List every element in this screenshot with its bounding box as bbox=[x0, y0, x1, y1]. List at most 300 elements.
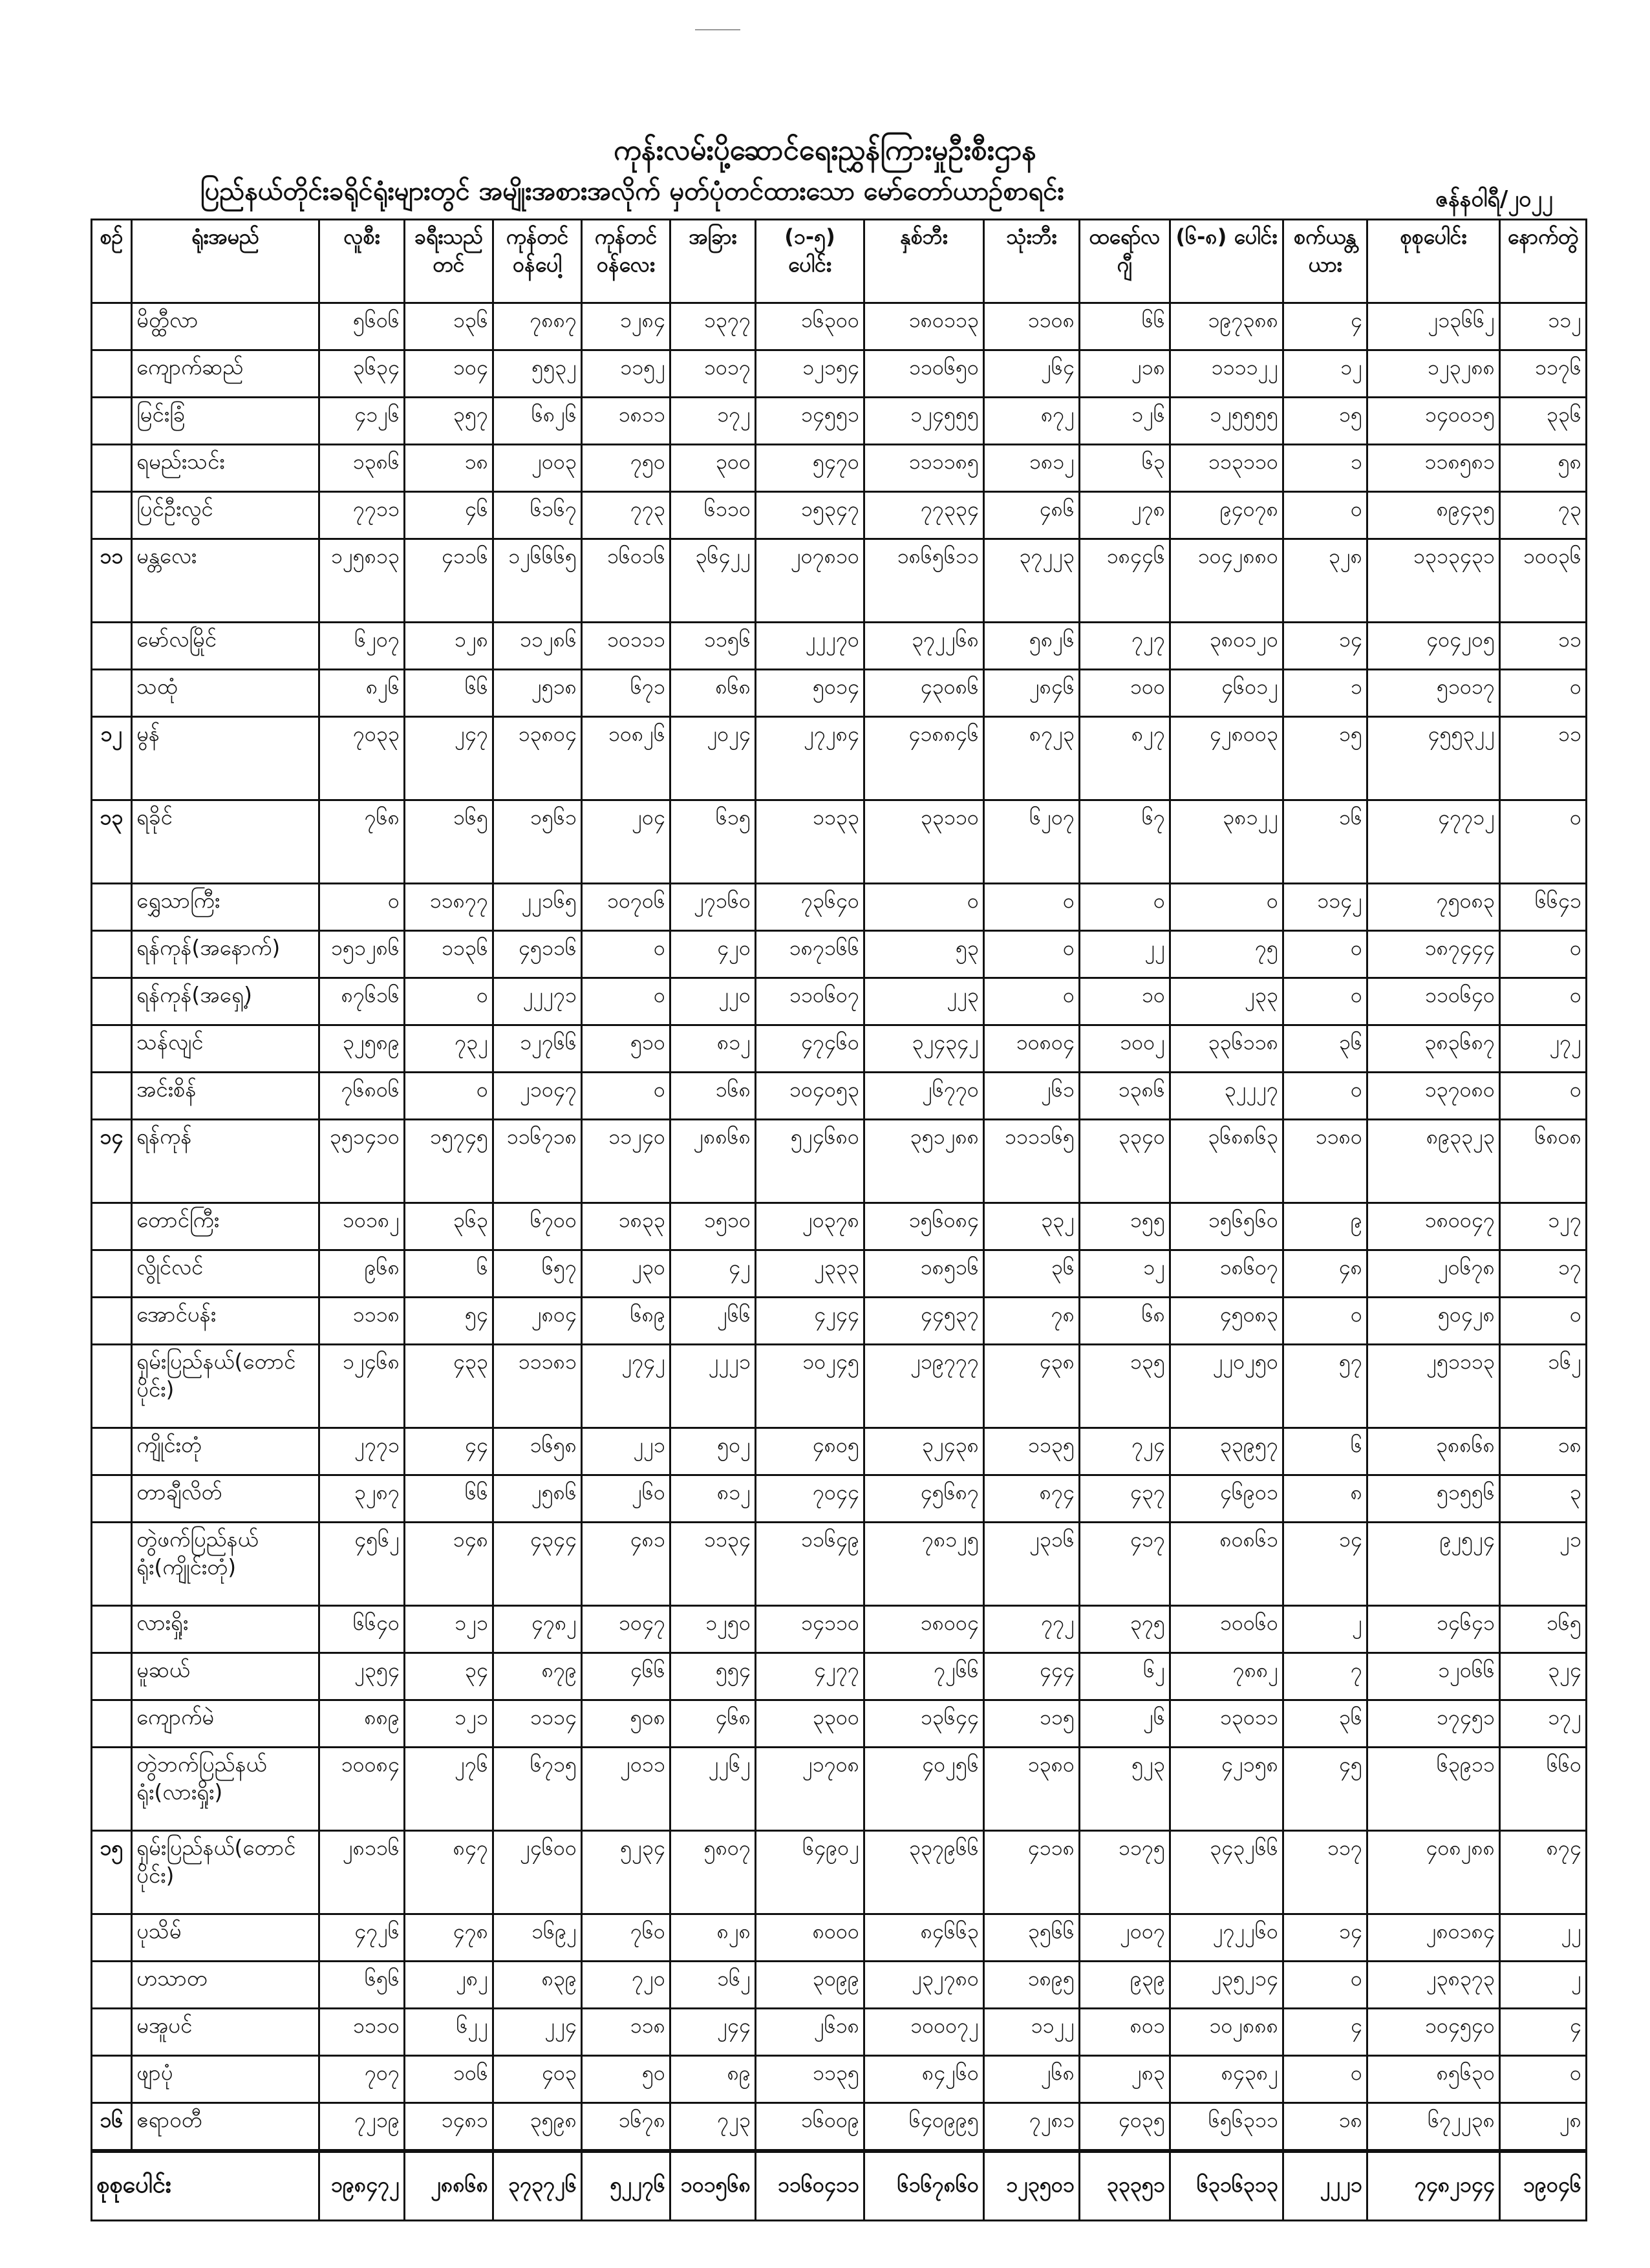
total-cell: ၁၉၈၄၇၂ bbox=[319, 2151, 405, 2221]
value-cell: ၂၅၈၆ bbox=[493, 1475, 582, 1523]
value-cell: ၁၁၆၇၁၈ bbox=[493, 1120, 582, 1203]
value-cell: ၄၂၇၇ bbox=[756, 1653, 864, 1700]
value-cell: ၈ bbox=[1283, 1475, 1367, 1523]
value-cell: ၅၀၈ bbox=[582, 1700, 670, 1748]
value-cell: ၈၂၆ bbox=[319, 670, 405, 717]
office-name-cell: မူဆယ် bbox=[132, 1653, 319, 1700]
table-row bbox=[92, 1120, 1587, 1203]
value-cell: ၂၃၀ bbox=[582, 1250, 670, 1298]
office-name-cell: ရမည်းသင်း bbox=[132, 445, 319, 492]
value-cell: ၄၈၀၅ bbox=[756, 1428, 864, 1475]
serial-cell bbox=[92, 350, 132, 398]
value-cell: ၂၈၄၆ bbox=[984, 670, 1080, 717]
value-cell: ၆၂ bbox=[1080, 1653, 1170, 1700]
value-cell: ၁၀၀၂ bbox=[1080, 1025, 1170, 1073]
value-cell: ၄၅၆၈၇ bbox=[864, 1475, 984, 1523]
office-name-cell: ကျောက်မဲ bbox=[132, 1700, 319, 1748]
value-cell: ၀ bbox=[1080, 884, 1170, 931]
value-cell: ၃၃၁၁၀ bbox=[864, 800, 984, 884]
value-cell: ၄ bbox=[1283, 2009, 1367, 2056]
value-cell: ၇၆၈၀၆ bbox=[319, 1073, 405, 1120]
value-cell: ၃၃၆၁၁၈ bbox=[1170, 1025, 1283, 1073]
value-cell: ၈၉၄၃၅ bbox=[1367, 492, 1500, 539]
office-name-cell: ရန်ကုန် bbox=[132, 1120, 319, 1203]
value-cell: ၃ bbox=[1500, 1475, 1587, 1523]
value-cell: ၈၄၃၈၂ bbox=[1170, 2056, 1283, 2103]
value-cell: ၈၇၄ bbox=[1500, 1831, 1587, 1914]
value-cell: ၆၆ bbox=[405, 670, 493, 717]
value-cell: ၂၆၁ bbox=[984, 1073, 1080, 1120]
value-cell: ၄၀၂၅၆ bbox=[864, 1748, 984, 1831]
value-cell: ၂၇၁၆၀ bbox=[670, 884, 756, 931]
value-cell: ၁၀၁၇ bbox=[670, 350, 756, 398]
value-cell: ၈၀၁ bbox=[1080, 2009, 1170, 2056]
value-cell: ၁၁၈၀ bbox=[1283, 1120, 1367, 1203]
office-name-cell: လားရှိုး bbox=[132, 1606, 319, 1653]
value-cell: ၁၆၃၀၀ bbox=[756, 303, 864, 350]
value-cell: ၆၂၀၇ bbox=[984, 800, 1080, 884]
value-cell: ၂၀၀၇ bbox=[1080, 1914, 1170, 1962]
value-cell: ၁၅ bbox=[1283, 398, 1367, 445]
value-cell: ၅၁၀ bbox=[582, 1025, 670, 1073]
serial-cell bbox=[92, 1523, 132, 1606]
value-cell: ၈၂၈ bbox=[670, 1914, 756, 1962]
value-cell: ၄၀၃၅ bbox=[1080, 2103, 1170, 2152]
value-cell: ၁၆၉၂ bbox=[493, 1914, 582, 1962]
value-cell: ၁၁၁၁၆၅ bbox=[984, 1120, 1080, 1203]
value-cell: ၉၄၀၇၈ bbox=[1170, 492, 1283, 539]
value-cell: ၂၂၀ bbox=[670, 978, 756, 1025]
value-cell: ၅၂၄၆၈၀ bbox=[756, 1120, 864, 1203]
vehicle-registration-table-wrapper bbox=[91, 219, 1585, 2221]
table-row bbox=[92, 1962, 1587, 2009]
value-cell: ၇၀၃၃ bbox=[319, 717, 405, 800]
table-row bbox=[92, 2056, 1587, 2103]
value-cell: ၁၀၁၁၁ bbox=[582, 623, 670, 670]
value-cell: ၂၈၈၆၈ bbox=[670, 1120, 756, 1203]
value-cell: ၆၆ bbox=[1080, 303, 1170, 350]
value-cell: ၁၈၀၀၄၇ bbox=[1367, 1203, 1500, 1250]
value-cell: ၁၈၉၅ bbox=[984, 1962, 1080, 2009]
value-cell: ၄၆ bbox=[405, 492, 493, 539]
value-cell: ၆၁၁၀ bbox=[670, 492, 756, 539]
table-row bbox=[92, 492, 1587, 539]
value-cell: ၄၅ bbox=[1283, 1748, 1367, 1831]
col-header: ကုန်တင် ဝန်ပေါ့ bbox=[493, 220, 582, 303]
value-cell: ၂၂၁ bbox=[582, 1428, 670, 1475]
value-cell: ၁၂၃၂၈၈ bbox=[1367, 350, 1500, 398]
office-name-cell: ကျောက်ဆည် bbox=[132, 350, 319, 398]
value-cell: ၂၁၇၀၈ bbox=[756, 1748, 864, 1831]
value-cell: ၂၆ bbox=[1080, 1700, 1170, 1748]
value-cell: ၄၀၄၂၀၅ bbox=[1367, 623, 1500, 670]
value-cell: ၂၂၂၇၁ bbox=[493, 978, 582, 1025]
total-row bbox=[92, 2151, 1587, 2221]
value-cell: ၀ bbox=[1283, 978, 1367, 1025]
value-cell: ၇၅ bbox=[1170, 931, 1283, 978]
value-cell: ၂၀၄ bbox=[582, 800, 670, 884]
value-cell: ၄၃၇ bbox=[1080, 1475, 1170, 1523]
value-cell: ၃၇၂၂၆၈ bbox=[864, 623, 984, 670]
value-cell: ၆၆၄၀ bbox=[319, 1606, 405, 1653]
value-cell: ၈၄၆၆၃ bbox=[864, 1914, 984, 1962]
value-cell: ၆ bbox=[405, 1250, 493, 1298]
value-cell: ၇၂၄ bbox=[1080, 1428, 1170, 1475]
value-cell: ၂၈၃ bbox=[1080, 2056, 1170, 2103]
value-cell: ၄၆၆ bbox=[582, 1653, 670, 1700]
serial-cell bbox=[92, 2009, 132, 2056]
value-cell: ၂၀၃၇၈ bbox=[756, 1203, 864, 1250]
value-cell: ၀ bbox=[405, 978, 493, 1025]
value-cell: ၈၇၂၃ bbox=[984, 717, 1080, 800]
value-cell: ၁၂၆ bbox=[1080, 398, 1170, 445]
value-cell: ၄၇၈၂ bbox=[493, 1606, 582, 1653]
value-cell: ၃၃၉၅၇ bbox=[1170, 1428, 1283, 1475]
serial-cell bbox=[92, 884, 132, 931]
value-cell: ၁၈၄၄၆ bbox=[1080, 539, 1170, 623]
value-cell: ၃၆၃ bbox=[405, 1203, 493, 1250]
value-cell: ၃၄ bbox=[405, 1653, 493, 1700]
value-cell: ၆၇၁၅ bbox=[493, 1748, 582, 1831]
serial-cell bbox=[92, 1345, 132, 1428]
value-cell: ၈၃၉ bbox=[493, 1962, 582, 2009]
value-cell: ၄၂၄၄ bbox=[756, 1298, 864, 1345]
value-cell: ၂၃၃ bbox=[1170, 978, 1283, 1025]
value-cell: ၄၄ bbox=[405, 1428, 493, 1475]
value-cell: ၅၆၀၆ bbox=[319, 303, 405, 350]
value-cell: ၁၈၆၅၆၁၁ bbox=[864, 539, 984, 623]
table-row bbox=[92, 1914, 1587, 1962]
value-cell: ၃၅၉၈ bbox=[493, 2103, 582, 2152]
value-cell: ၃၂၅၈၉ bbox=[319, 1025, 405, 1073]
value-cell: ၁၃၅ bbox=[1080, 1345, 1170, 1428]
value-cell: ၅၂၃၄ bbox=[582, 1831, 670, 1914]
value-cell: ၉ bbox=[1283, 1203, 1367, 1250]
value-cell: ၃၆၈၈၆၃ bbox=[1170, 1120, 1283, 1203]
office-name-cell: မွန် bbox=[132, 717, 319, 800]
office-name-cell: မော်လမြိုင် bbox=[132, 623, 319, 670]
value-cell: ၃၆ bbox=[984, 1250, 1080, 1298]
value-cell: ၁၄၈ bbox=[405, 1523, 493, 1606]
value-cell: ၄၂၁၅၈ bbox=[1170, 1748, 1283, 1831]
value-cell: ၁၇၄၅၁ bbox=[1367, 1700, 1500, 1748]
value-cell: ၁၇ bbox=[1500, 1250, 1587, 1298]
value-cell: ၁၂၅၀ bbox=[670, 1606, 756, 1653]
value-cell: ၇၆၀ bbox=[582, 1914, 670, 1962]
total-label: စုစုပေါင်း bbox=[92, 2151, 319, 2221]
serial-cell bbox=[92, 1428, 132, 1475]
value-cell: ၁၄ bbox=[1283, 1914, 1367, 1962]
value-cell: ၁၈ bbox=[1283, 2103, 1367, 2152]
value-cell: ၃၈၁၂၂ bbox=[1170, 800, 1283, 884]
value-cell: ၁၀၄၂၈၈၀ bbox=[1170, 539, 1283, 623]
value-cell: ၀ bbox=[1283, 1073, 1367, 1120]
office-name-cell: ရှမ်းပြည်နယ်(တောင်ပိုင်း) bbox=[132, 1345, 319, 1428]
serial-cell bbox=[92, 2056, 132, 2103]
value-cell: ၁၁၇၆ bbox=[1500, 350, 1587, 398]
value-cell: ၄၅၀၈၃ bbox=[1170, 1298, 1283, 1345]
value-cell: ၃၃၀၀ bbox=[756, 1700, 864, 1748]
office-name-cell: မန္တလေး bbox=[132, 539, 319, 623]
vehicle-registration-table bbox=[91, 219, 1587, 2221]
value-cell: ၀ bbox=[1283, 2056, 1367, 2103]
value-cell: ၇၃၆၄၀ bbox=[756, 884, 864, 931]
total-cell: ၆၁၆၇၈၆၀ bbox=[864, 2151, 984, 2221]
total-cell: ၂၈၈၆၈ bbox=[405, 2151, 493, 2221]
serial-cell bbox=[92, 1475, 132, 1523]
value-cell: ၂၄၆၀၀ bbox=[493, 1831, 582, 1914]
value-cell: ၁ bbox=[1283, 670, 1367, 717]
value-cell: ၂၁၃၆၆၂ bbox=[1367, 303, 1500, 350]
col-header: သုံးဘီး bbox=[984, 220, 1080, 303]
value-cell: ၃၆၃၄ bbox=[319, 350, 405, 398]
value-cell: ၁၁ bbox=[1500, 623, 1587, 670]
value-cell: ၆၅၆ bbox=[319, 1962, 405, 2009]
value-cell: ၁၃၇၇ bbox=[670, 303, 756, 350]
value-cell: ၁၁၁၈ bbox=[319, 1298, 405, 1345]
value-cell: ၂၇၂၈၄ bbox=[756, 717, 864, 800]
value-cell: ၁၅၆၁ bbox=[493, 800, 582, 884]
value-cell: ၄၁၇ bbox=[1080, 1523, 1170, 1606]
value-cell: ၂၈၁၁၆ bbox=[319, 1831, 405, 1914]
office-name-cell: ဟသာတ bbox=[132, 1962, 319, 2009]
value-cell: ၁၅၁၀ bbox=[670, 1203, 756, 1250]
value-cell: ၀ bbox=[1500, 931, 1587, 978]
value-cell: ၅၈၀၇ bbox=[670, 1831, 756, 1914]
value-cell: ၁၁၁၄ bbox=[493, 1700, 582, 1748]
value-cell: ၁၂၁ bbox=[405, 1700, 493, 1748]
total-cell: ၁၂၃၅၀၁ bbox=[984, 2151, 1080, 2221]
value-cell: ၃၈၃၆၈၇ bbox=[1367, 1025, 1500, 1073]
table-row bbox=[92, 398, 1587, 445]
value-cell: ၈၄၂၆၀ bbox=[864, 2056, 984, 2103]
value-cell: ၆၅၆၃၁၁ bbox=[1170, 2103, 1283, 2152]
table-title: ပြည်နယ်တိုင်းခရိုင်ရုံးများတွင် အမျိုးအစားအလိုက် မှတ်ပုံတင်ထားသော မော်တော်ယာဉ်စာရင်း bbox=[200, 177, 1064, 206]
value-cell: ၁၂၆၆၆၅ bbox=[493, 539, 582, 623]
serial-cell bbox=[92, 1073, 132, 1120]
value-cell: ၁၆၂ bbox=[1500, 1345, 1587, 1428]
office-name-cell: တာချီလိတ် bbox=[132, 1475, 319, 1523]
value-cell: ၂၃၈၃၇၃ bbox=[1367, 1962, 1500, 2009]
value-cell: ၈၉ bbox=[670, 2056, 756, 2103]
serial-cell bbox=[92, 623, 132, 670]
serial-cell bbox=[92, 978, 132, 1025]
serial-cell bbox=[92, 1748, 132, 1831]
value-cell: ၈၆၈ bbox=[670, 670, 756, 717]
value-cell: ၇၂၀ bbox=[582, 1962, 670, 2009]
serial-cell bbox=[92, 1914, 132, 1962]
value-cell: ၁၅၅ bbox=[1080, 1203, 1170, 1250]
value-cell: ၂၂၄ bbox=[493, 2009, 582, 2056]
serial-cell bbox=[92, 1025, 132, 1073]
value-cell: ၄၂၈၀၀၃ bbox=[1170, 717, 1283, 800]
table-row bbox=[92, 884, 1587, 931]
value-cell: ၆၇၀၀ bbox=[493, 1203, 582, 1250]
value-cell: ၂၇၈ bbox=[1080, 492, 1170, 539]
value-cell: ၁၂၄၆၈ bbox=[319, 1345, 405, 1428]
total-cell: ၃၇၃၇၂၆ bbox=[493, 2151, 582, 2221]
value-cell: ၁၆၈ bbox=[670, 1073, 756, 1120]
serial-cell bbox=[92, 670, 132, 717]
value-cell: ၂၃၅၄ bbox=[319, 1653, 405, 1700]
value-cell: ၂၆၈ bbox=[984, 2056, 1080, 2103]
value-cell: ၃၇၅ bbox=[1080, 1606, 1170, 1653]
value-cell: ၂၁၀၄၇ bbox=[493, 1073, 582, 1120]
total-cell: ၁၉၀၄၆ bbox=[1500, 2151, 1587, 2221]
value-cell: ၀ bbox=[1283, 1298, 1367, 1345]
value-cell: ၂၀၂၄ bbox=[670, 717, 756, 800]
value-cell: ၂၈၂ bbox=[405, 1962, 493, 2009]
value-cell: ၄၅၁၁၆ bbox=[493, 931, 582, 978]
value-cell: ၁၃၇၀၈၀ bbox=[1367, 1073, 1500, 1120]
total-cell: ၅၂၂၇၆ bbox=[582, 2151, 670, 2221]
value-cell: ၁၁ bbox=[1500, 717, 1587, 800]
serial-cell: ၁၆ bbox=[92, 2103, 132, 2152]
value-cell: ၃၀၉၉ bbox=[756, 1962, 864, 2009]
value-cell: ၂၈၀၄ bbox=[493, 1298, 582, 1345]
value-cell: ၂၂၃ bbox=[864, 978, 984, 1025]
value-cell: ၁၀၄၀၅၃ bbox=[756, 1073, 864, 1120]
office-name-cell: အောင်ပန်း bbox=[132, 1298, 319, 1345]
value-cell: ၁၂၀၆၆ bbox=[1367, 1653, 1500, 1700]
value-cell: ၁၈၁၁ bbox=[582, 398, 670, 445]
value-cell: ၁၃၀၁၁ bbox=[1170, 1700, 1283, 1748]
value-cell: ၁၄၀၀၁၅ bbox=[1367, 398, 1500, 445]
value-cell: ၄၁၁၆ bbox=[405, 539, 493, 623]
value-cell: ၇ bbox=[1283, 1653, 1367, 1700]
value-cell: ၁၄၅၅၁ bbox=[756, 398, 864, 445]
value-cell: ၂၇၂ bbox=[1500, 1025, 1587, 1073]
value-cell: ၇၅၀၈၃ bbox=[1367, 884, 1500, 931]
value-cell: ၂၄၇ bbox=[405, 717, 493, 800]
value-cell: ၃၆ bbox=[1283, 1025, 1367, 1073]
value-cell: ၀ bbox=[319, 884, 405, 931]
value-cell: ၃၆ bbox=[1283, 1700, 1367, 1748]
value-cell: ၂၀၁၁ bbox=[582, 1748, 670, 1831]
table-row bbox=[92, 717, 1587, 800]
total-cell: ၃၃၃၅၁ bbox=[1080, 2151, 1170, 2221]
value-cell: ၂၆၄ bbox=[984, 350, 1080, 398]
office-name-cell: သန်လျင် bbox=[132, 1025, 319, 1073]
serial-cell bbox=[92, 1962, 132, 2009]
value-cell: ၀ bbox=[864, 884, 984, 931]
col-header: (၆-၈) ပေါင်း bbox=[1170, 220, 1283, 303]
value-cell: ၁၈၅၁၆ bbox=[864, 1250, 984, 1298]
value-cell: ၀ bbox=[1500, 2056, 1587, 2103]
total-cell: ၆၃၁၆၃၁၃ bbox=[1170, 2151, 1283, 2221]
value-cell: ၅၀၄၂၈ bbox=[1367, 1298, 1500, 1345]
table-row bbox=[92, 623, 1587, 670]
value-cell: ၁၆၅ bbox=[405, 800, 493, 884]
value-cell: ၇၈၁၂၅ bbox=[864, 1523, 984, 1606]
value-cell: ၁၁၂၂ bbox=[984, 2009, 1080, 2056]
table-row bbox=[92, 539, 1587, 623]
value-cell: ၅၀၁၄ bbox=[756, 670, 864, 717]
value-cell: ၄၃၈ bbox=[984, 1345, 1080, 1428]
table-row bbox=[92, 1831, 1587, 1914]
value-cell: ၃၂၈၇ bbox=[319, 1475, 405, 1523]
value-cell: ၄၇၇၁၂ bbox=[1367, 800, 1500, 884]
value-cell: ၀ bbox=[984, 931, 1080, 978]
value-cell: ၁၁၇၅ bbox=[1080, 1831, 1170, 1914]
value-cell: ၁၁၈ bbox=[582, 2009, 670, 2056]
value-cell: ၄ bbox=[1283, 303, 1367, 350]
value-cell: ၇၂၇ bbox=[1080, 623, 1170, 670]
value-cell: ၁၀၈၀၄ bbox=[984, 1025, 1080, 1073]
value-cell: ၄၃၃ bbox=[405, 1345, 493, 1428]
value-cell: ၂၅၁၈ bbox=[493, 670, 582, 717]
value-cell: ၁၁၀၆၅၀ bbox=[864, 350, 984, 398]
value-cell: ၈၇၉ bbox=[493, 1653, 582, 1700]
value-cell: ၁ bbox=[1283, 445, 1367, 492]
value-cell: ၅၂၃ bbox=[1080, 1748, 1170, 1831]
value-cell: ၁၁၀၆၀၇ bbox=[756, 978, 864, 1025]
office-name-cell: ရခိုင် bbox=[132, 800, 319, 884]
col-header: နှစ်ဘီး bbox=[864, 220, 984, 303]
table-row bbox=[92, 1523, 1587, 1606]
value-cell: ၄၈ bbox=[1283, 1250, 1367, 1298]
value-cell: ၆၃ bbox=[1080, 445, 1170, 492]
value-cell: ၄ bbox=[1500, 2009, 1587, 2056]
table-row bbox=[92, 670, 1587, 717]
value-cell: ၁၅ bbox=[1283, 717, 1367, 800]
value-cell: ၁၆၅ bbox=[1500, 1606, 1587, 1653]
value-cell: ၀ bbox=[1500, 670, 1587, 717]
value-cell: ၁၁၃၅ bbox=[756, 2056, 864, 2103]
value-cell: ၈၄၇ bbox=[405, 1831, 493, 1914]
value-cell: ၆၄၉၀၂ bbox=[756, 1831, 864, 1914]
value-cell: ၇၀၄၄ bbox=[756, 1475, 864, 1523]
office-name-cell: သထုံ bbox=[132, 670, 319, 717]
value-cell: ၇၇၃ bbox=[582, 492, 670, 539]
value-cell: ၁၀၁၈၂ bbox=[319, 1203, 405, 1250]
value-cell: ၁၀၀ bbox=[1080, 670, 1170, 717]
office-name-cell: တွဲဘက်ပြည်နယ်ရုံး(လားရှိုး) bbox=[132, 1748, 319, 1831]
value-cell: ၁၀ bbox=[1080, 978, 1170, 1025]
value-cell: ၁၂၄၅၅၅ bbox=[864, 398, 984, 445]
value-cell: ၁၂၈ bbox=[405, 623, 493, 670]
value-cell: ၄၃၄၄ bbox=[493, 1523, 582, 1606]
value-cell: ၈၀၈၆၁ bbox=[1170, 1523, 1283, 1606]
value-cell: ၂၁ bbox=[1500, 1523, 1587, 1606]
value-cell: ၉၂၅၂၄ bbox=[1367, 1523, 1500, 1606]
value-cell: ၂၁၉၇၇၇ bbox=[864, 1345, 984, 1428]
office-name-cell: ရွှေသာကြီး bbox=[132, 884, 319, 931]
table-row bbox=[92, 1475, 1587, 1523]
value-cell: ၂၂၂၁ bbox=[670, 1345, 756, 1428]
value-cell: ၁၄၈၁ bbox=[405, 2103, 493, 2152]
value-cell: ၃၂၄၃၈ bbox=[864, 1428, 984, 1475]
value-cell: ၀ bbox=[582, 978, 670, 1025]
value-cell: ၆၁၆၇ bbox=[493, 492, 582, 539]
value-cell: ၄၈၁ bbox=[582, 1523, 670, 1606]
value-cell: ၂၃၁၆ bbox=[984, 1523, 1080, 1606]
value-cell: ၀ bbox=[1170, 884, 1283, 931]
col-header: ခရီးသည် တင် bbox=[405, 220, 493, 303]
value-cell: ၄၇၄၆၀ bbox=[756, 1025, 864, 1073]
value-cell: ၆၆၀ bbox=[1500, 1748, 1587, 1831]
value-cell: ၇၃ bbox=[1500, 492, 1587, 539]
table-row bbox=[92, 931, 1587, 978]
value-cell: ၃၄၃၂၆၆ bbox=[1170, 1831, 1283, 1914]
value-cell: ၈၁၂ bbox=[670, 1475, 756, 1523]
value-cell: ၂ bbox=[1283, 1606, 1367, 1653]
value-cell: ၂၂၂၇၀ bbox=[756, 623, 864, 670]
value-cell: ၄၂၀ bbox=[670, 931, 756, 978]
value-cell: ၁၅၆၀၈၄ bbox=[864, 1203, 984, 1250]
value-cell: ၂ bbox=[1500, 1962, 1587, 2009]
value-cell: ၆၈ bbox=[1080, 1298, 1170, 1345]
